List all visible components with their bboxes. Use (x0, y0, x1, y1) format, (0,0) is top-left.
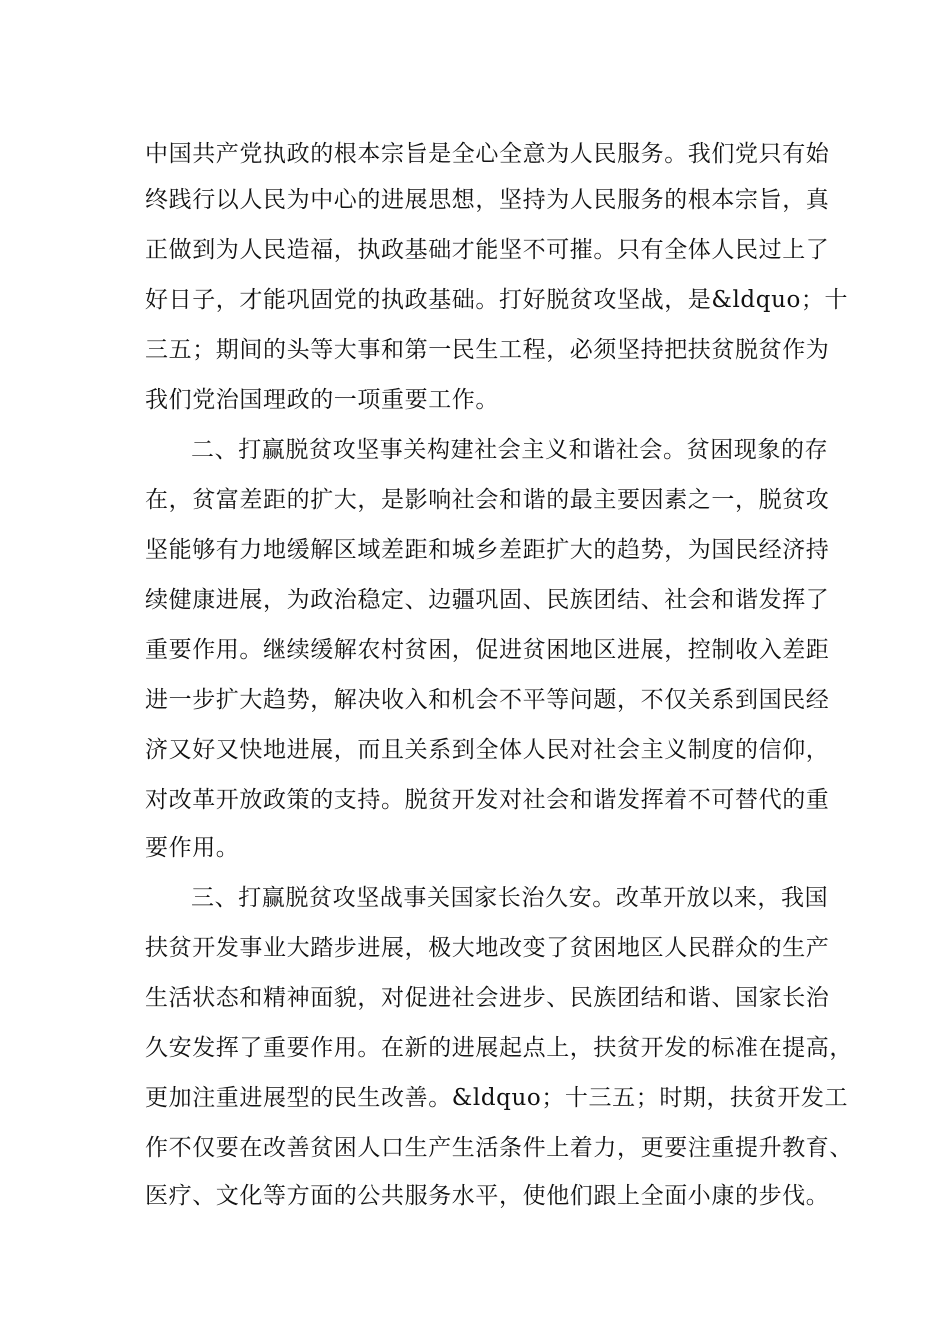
text-line: 医疗、文化等方面的公共服务水平，使他们跟上全面小康的步伐。 (145, 1183, 830, 1209)
text-line: 终践行以人民为中心的进展思想，坚持为人民服务的根本宗旨，真 (145, 187, 830, 213)
text-line: 扶贫开发事业大踏步进展，极大地改变了贫困地区人民群众的生产 (145, 935, 830, 961)
text-line: 作不仅要在改善贫困人口生产生活条件上着力，更要注重提升教育、 (145, 1135, 853, 1161)
text-line: 生活状态和精神面貌，对促进社会进步、民族团结和谐、国家长治 (145, 985, 830, 1011)
text-line: 济又好又快地进展，而且关系到全体人民对社会主义制度的信仰， (145, 737, 830, 763)
text-line: 进一步扩大趋势，解决收入和机会不平等问题，不仅关系到国民经 (145, 687, 830, 713)
text-line: 在，贫富差距的扩大，是影响社会和谐的最主要因素之一，脱贫攻 (145, 487, 830, 513)
text-line: 续健康进展，为政治稳定、边疆巩固、民族团结、社会和谐发挥了 (145, 587, 830, 613)
text-line: 坚能够有力地缓解区域差距和城乡差距扩大的趋势，为国民经济持 (145, 537, 830, 563)
text-line: 好日子，才能巩固党的执政基础。打好脱贫攻坚战，是&ldquo；十 (145, 287, 849, 313)
text-line: 中国共产党执政的根本宗旨是全心全意为人民服务。我们党只有始 (145, 141, 830, 167)
text-line: 我们党治国理政的一项重要工作。 (145, 387, 499, 413)
text-line: 重要作用。继续缓解农村贫困，促进贫困地区进展，控制收入差距 (145, 637, 830, 663)
text-line: 正做到为人民造福，执政基础才能坚不可摧。只有全体人民过上了 (145, 237, 830, 263)
text-line: 久安发挥了重要作用。在新的进展起点上，扶贫开发的标准在提高， (145, 1035, 853, 1061)
text-line: 要作用。 (145, 835, 240, 861)
text-line: 对改革开放政策的支持。脱贫开发对社会和谐发挥着不可替代的重 (145, 787, 830, 813)
paragraph-first-line: 二、打赢脱贫攻坚事关构建社会主义和谐社会。贫困现象的存 (191, 437, 829, 463)
text-line: 更加注重进展型的民生改善。&ldquo；十三五；时期，扶贫开发工 (145, 1085, 849, 1111)
text-line: 三五；期间的头等大事和第一民生工程，必须坚持把扶贫脱贫作为 (145, 337, 830, 363)
paragraph-first-line: 三、打赢脱贫攻坚战事关国家长治久安。改革开放以来，我国 (191, 885, 829, 911)
